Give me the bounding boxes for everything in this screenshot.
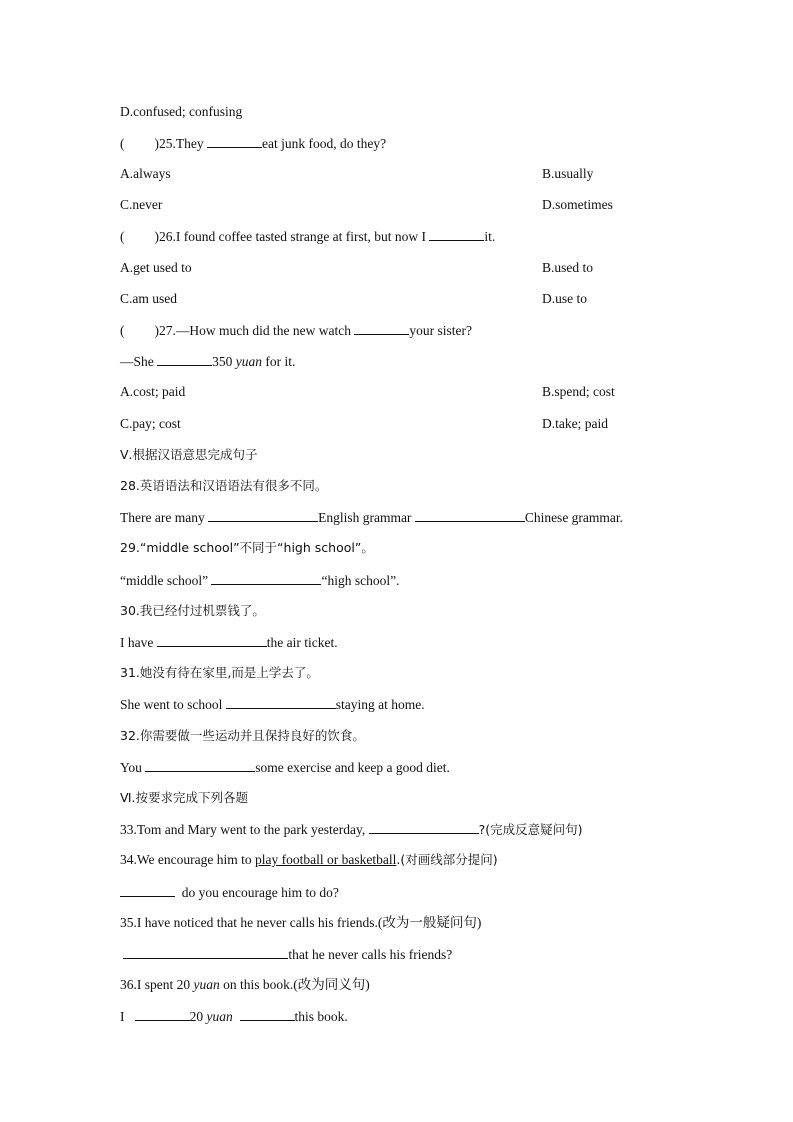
answer-blank[interactable]	[120, 882, 175, 897]
q30-chinese: 30.我已经付过机票钱了。	[120, 603, 265, 618]
answer-blank[interactable]	[123, 944, 288, 959]
q32-answer-line: You some exercise and keep a good diet.	[120, 757, 713, 777]
section-6-title: Ⅵ.按要求完成下列各题	[120, 790, 249, 805]
answer-blank[interactable]	[211, 570, 321, 585]
q28-answer-line: There are many English grammar Chinese grammar.	[120, 507, 713, 527]
answer-blank[interactable]	[429, 226, 484, 241]
q31-answer-line: She went to school staying at home.	[120, 694, 713, 714]
answer-blank[interactable]	[240, 1006, 295, 1021]
q28-chinese: 28.英语语法和汉语语法有很多不同。	[120, 478, 328, 493]
q31-chinese: 31.她没有待在家里,而是上学去了。	[120, 665, 319, 680]
question-34: 34.We encourage him to play football or basketball.(对画线部分提问)	[120, 852, 498, 867]
q29-chinese: 29.“middle school”不同于“high school”。	[120, 540, 374, 555]
answer-blank[interactable]	[226, 694, 336, 709]
answer-blank[interactable]	[207, 133, 262, 148]
q36-answer-line: I 20 yuan this book.	[120, 1006, 713, 1026]
q34-answer-line: do you encourage him to do?	[120, 882, 713, 902]
question-25: ( )25.They eat junk food, do they?	[120, 133, 713, 153]
q25-options-cd: C.never D.sometimes	[120, 197, 613, 212]
answer-blank[interactable]	[157, 351, 212, 366]
section-5-title: Ⅴ.根据汉语意思完成句子	[120, 447, 258, 462]
question-36: 36.I spent 20 yuan on this book.(改为同义句)	[120, 977, 370, 992]
question-35: 35.I have noticed that he never calls his friends.(改为一般疑问句)	[120, 915, 482, 930]
question-27-line2: —She 350 yuan for it.	[120, 351, 713, 371]
underlined-phrase: play football or basketball	[255, 852, 397, 867]
answer-blank[interactable]	[369, 819, 479, 834]
answer-blank[interactable]	[415, 507, 525, 522]
answer-blank[interactable]	[145, 757, 255, 772]
q27-options-ab: A.cost; paid B.spend; cost	[120, 384, 615, 399]
answer-blank[interactable]	[208, 507, 318, 522]
q24-option-d: D.confused; confusing	[120, 104, 243, 119]
q27-options-cd: C.pay; cost D.take; paid	[120, 416, 608, 431]
q35-answer-line: that he never calls his friends?	[120, 944, 713, 964]
q30-answer-line: I have the air ticket.	[120, 632, 713, 652]
question-27: ( )27.—How much did the new watch your sister?	[120, 320, 713, 340]
question-33: 33.Tom and Mary went to the park yesterday, ?(完成反意疑问句)	[120, 819, 713, 839]
answer-blank[interactable]	[354, 320, 409, 335]
q29-answer-line: “middle school” “high school”.	[120, 570, 713, 590]
question-26: ( )26.I found coffee tasted strange at first, but now I it.	[120, 226, 713, 246]
q32-chinese: 32.你需要做一些运动并且保持良好的饮食。	[120, 728, 365, 743]
q26-options-cd: C.am used D.use to	[120, 291, 587, 306]
q25-options-ab: A.always B.usually	[120, 166, 594, 181]
q26-options-ab: A.get used to B.used to	[120, 260, 594, 275]
answer-blank[interactable]	[135, 1006, 190, 1021]
answer-blank[interactable]	[157, 632, 267, 647]
